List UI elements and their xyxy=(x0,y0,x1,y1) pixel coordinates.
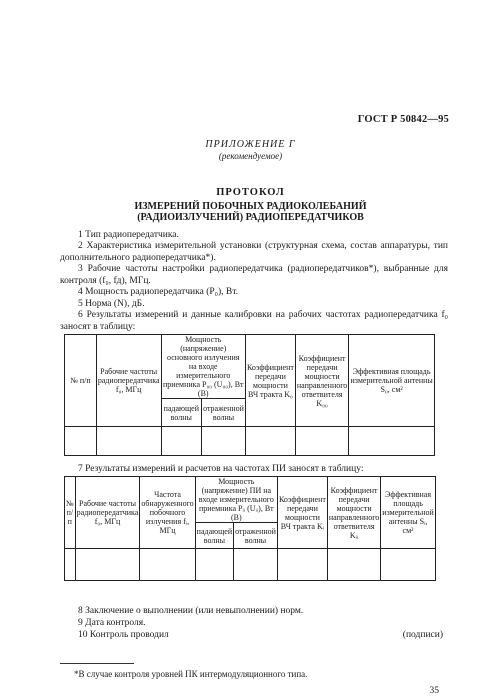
table-cell xyxy=(161,427,202,456)
spurious-table xyxy=(64,476,436,581)
table-cell xyxy=(349,427,435,456)
col-spurious-power: Мощность (напряжение) ПИ на входе измерительного приемника Pᵢᵢ (Uᵢᵢ), Вт (В) xyxy=(195,477,277,523)
table-cell xyxy=(96,427,161,456)
col-reflected-wave: отраженной волны xyxy=(202,399,246,427)
table-cell xyxy=(75,549,140,581)
col-number: № п/п xyxy=(65,335,97,427)
col-incident-wave: падающей волны xyxy=(195,523,233,549)
footnote: *В случае контроля уровней ПК интермодуляционного типа. xyxy=(74,669,308,679)
calibration-table xyxy=(64,334,435,456)
item-10: 10 Контроль проводил xyxy=(78,630,169,640)
item-6: 6 Результаты измерений и данные калибровки на рабочих частотах радиопередатчика f₀ заносят в таблицу: xyxy=(60,310,448,332)
table-cell xyxy=(277,549,327,581)
col-reflected-wave: отраженной волны xyxy=(234,523,278,549)
table-cell xyxy=(327,549,380,581)
col-work-frequency: Рабочие частоты радиопередатчика f₀, МГц xyxy=(96,335,161,427)
item-5: 5 Норма (N), дБ. xyxy=(78,299,145,309)
footnote-separator xyxy=(60,663,134,664)
protocol-subtitle-1: ИЗМЕРЕНИЙ ПОБОЧНЫХ РАДИОКОЛЕБАНИЙ xyxy=(134,201,367,212)
table-cell xyxy=(195,549,233,581)
appendix-title: ПРИЛОЖЕНИЕ Г xyxy=(205,139,296,150)
page-number: 35 xyxy=(429,686,439,696)
table-cell xyxy=(234,549,278,581)
table-cell xyxy=(202,427,246,456)
col-path-coefficient: Коэффициент передачи мощности ВЧ тракта K₀ xyxy=(245,335,295,427)
item-1: 1 Тип радиопередатчика. xyxy=(78,230,179,240)
item-2: 2 Характеристика измерительной установки (структурная схема, состав аппаратуры, тип дополнительного радиопередатчика*). xyxy=(60,241,448,263)
col-number: № п/п xyxy=(65,477,76,549)
item-9: 9 Дата контроля. xyxy=(78,618,146,628)
col-work-frequency: Рабочие частоты радиопередатчика f₀, МГц xyxy=(75,477,140,549)
item-3: 3 Рабочие частоты настройки радиопередатчика (радиопередатчиков*), выбранные для контроля (f₀, fд), МГц. xyxy=(60,264,448,286)
table-cell xyxy=(245,427,295,456)
table-cell xyxy=(381,549,435,581)
protocol-title: ПРОТОКОЛ xyxy=(216,187,285,198)
item-7: 7 Результаты измерений и расчетов на частотах ПИ заносят в таблицу: xyxy=(78,464,364,474)
col-coupler-coefficient: Коэффициент передачи мощности направленного ответвителя Kᵢᵢ xyxy=(327,477,380,549)
standard-header: ГОСТ Р 50842—95 xyxy=(357,114,449,125)
table-cell xyxy=(65,427,97,456)
col-antenna-area: Эффективная площадь измерительной антенны Sᵢ, см² xyxy=(381,477,435,549)
item-4: 4 Мощность радиопередатчика (P₀), Вт. xyxy=(78,287,239,297)
table-cell xyxy=(140,549,195,581)
table-cell xyxy=(295,427,348,456)
item-8: 8 Заключение о выполнении (или невыполнении) норм. xyxy=(78,606,304,616)
table-cell xyxy=(65,549,76,581)
col-coupler-coefficient: Коэффициент передачи мощности направленного ответвителя K₀₀ xyxy=(295,335,348,427)
col-incident-wave: падающей волны xyxy=(161,399,202,427)
col-found-frequency: Частота обнаруженного побочного излучения fᵢ, МГц xyxy=(140,477,195,549)
protocol-subtitle-2: (РАДИОИЗЛУЧЕНИЙ) РАДИОПЕРЕДАТЧИКОВ xyxy=(137,212,364,223)
appendix-note: (рекомендуемое) xyxy=(218,151,283,161)
col-main-power: Мощность (напряжение) основного излучения на входе измерительного приемника P₀₀ (U₀₀), Вт (В) xyxy=(162,335,244,398)
signature-label: (подписи) xyxy=(402,630,443,640)
col-antenna-area: Эффективная площадь измерительной антенны S₀, см² xyxy=(349,335,435,427)
col-path-coefficient: Коэффициент передачи мощности ВЧ тракта Kᵢ xyxy=(277,477,327,549)
